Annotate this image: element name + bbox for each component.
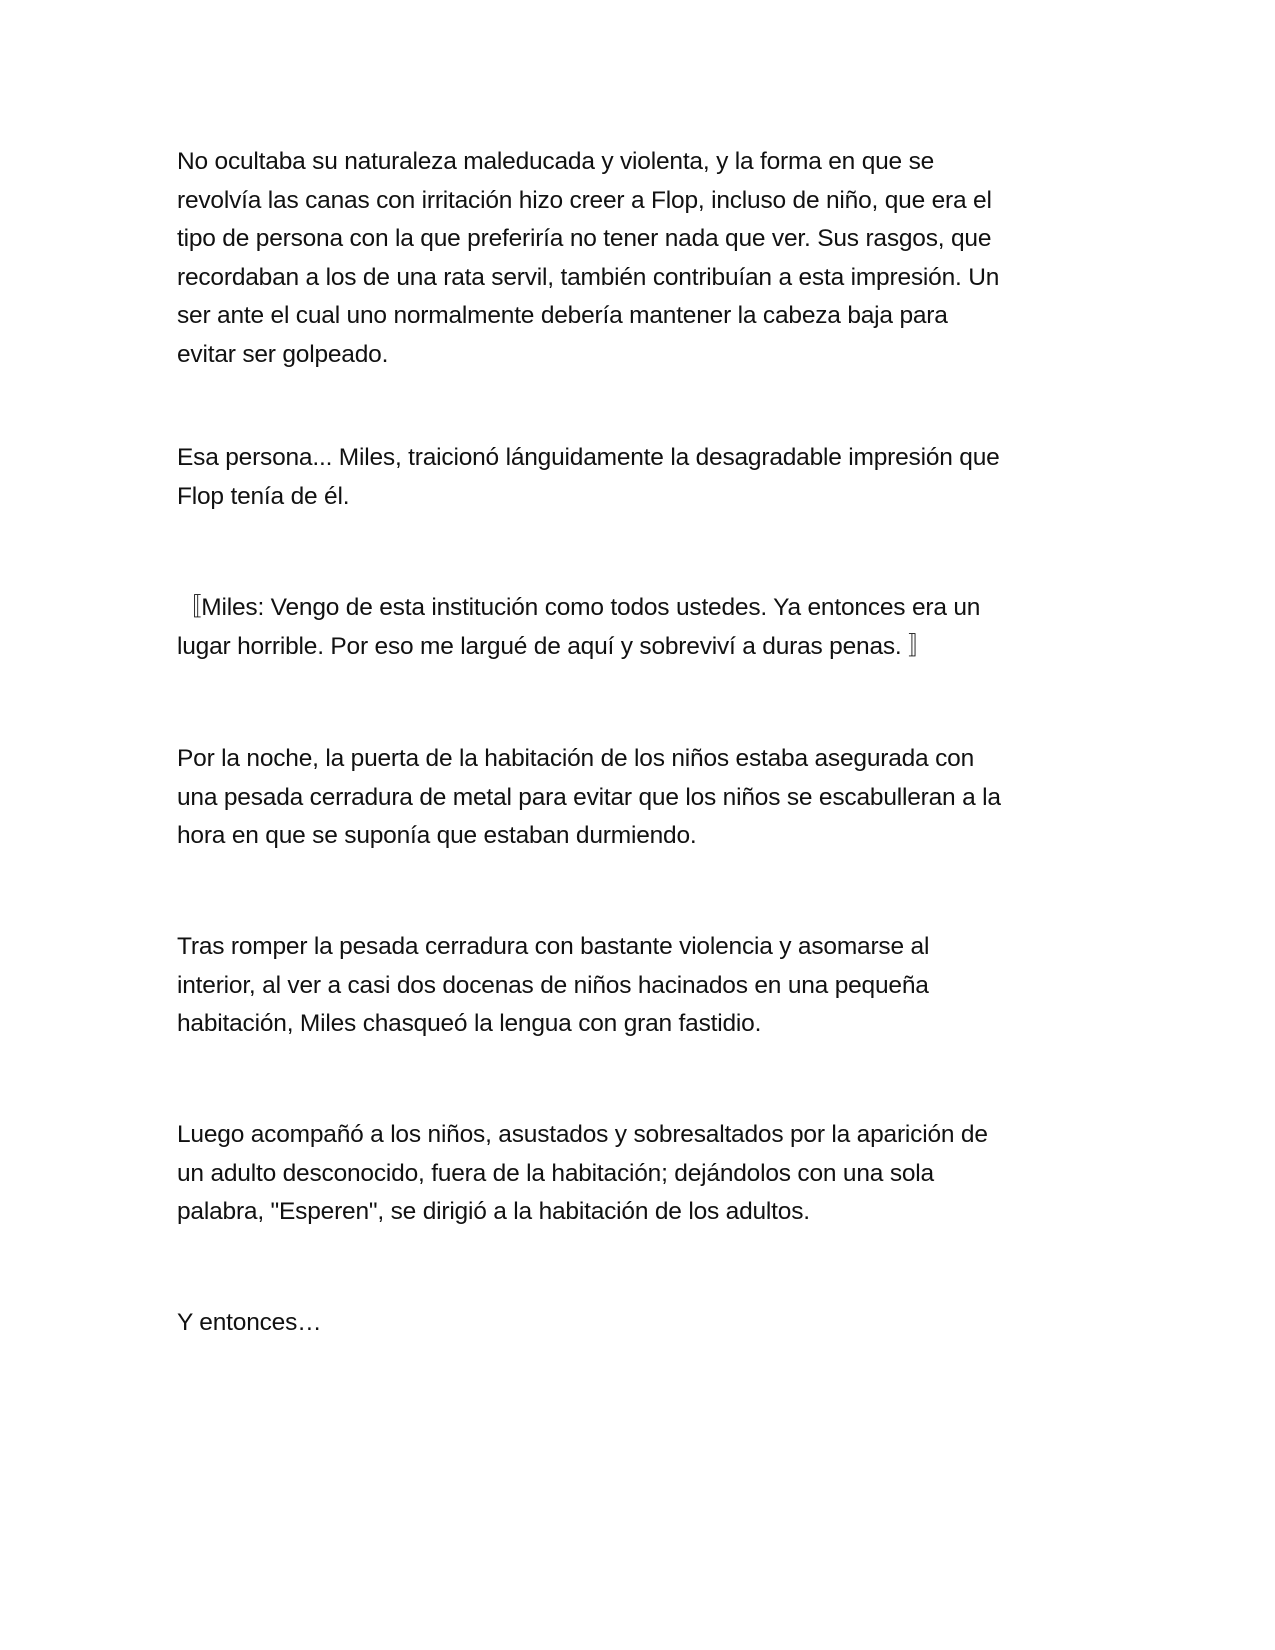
dialogue-line: lugar horrible. Por eso me largué de aquí y sobreviví a duras penas. 〛 [177,632,933,660]
paragraph-line: recordaban a los de una rata servil, también contribuían a esta impresión. Un [177,263,1000,291]
paragraph-7 [177,1304,1097,1343]
paragraph-line: interior, al ver a casi dos docenas de niños hacinados en una pequeña [177,971,929,999]
paragraph-line: ser ante el cual uno normalmente debería mantener la cabeza baja para [177,302,948,330]
paragraph-line: palabra, "Esperen", se dirigió a la habitación de los adultos. [177,1198,810,1226]
paragraph-line: hora en que se suponía que estaban durmiendo. [177,822,697,850]
paragraph-line: Flop tenía de él. [177,482,350,510]
paragraph-line: Luego acompañó a los niños, asustados y sobresaltados por la aparición de [177,1121,988,1148]
paragraph-1 [177,143,1097,375]
paragraph-line: evitar ser golpeado. [177,340,389,368]
dialogue-line: 〚Miles: Vengo de esta institución como todos ustedes. Ya entonces era un [177,594,981,621]
paragraph-line: Por la noche, la puerta de la habitación de los niños estaba asegurada con [177,745,974,772]
paragraph-line: No ocultaba su naturaleza maleducada y violenta, y la forma en que se [177,148,935,175]
paragraph-line: una pesada cerradura de metal para evitar que los niños se escabulleran a la [177,783,1001,811]
paragraph-line: Esa persona... Miles, traicionó lánguidamente la desagradable impresión que [177,444,1000,471]
paragraph-line: Y entonces… [177,1309,322,1336]
paragraph-line: tipo de persona con la que preferiría no tener nada que ver. Sus rasgos, que [177,225,992,253]
paragraph-4 [177,740,1097,856]
paragraph-2 [177,439,1097,516]
paragraph-line: revolvía las canas con irritación hizo creer a Flop, incluso de niño, que era el [177,186,992,214]
paragraph-line: Tras romper la pesada cerradura con bastante violencia y asomarse al [177,933,930,960]
paragraph-5 [177,928,1097,1044]
paragraph-6 [177,1116,1097,1232]
paragraph-3-dialogue [177,589,1097,666]
paragraph-line: un adulto desconocido, fuera de la habitación; dejándolos con una sola [177,1159,934,1187]
paragraph-line: habitación, Miles chasqueó la lengua con gran fastidio. [177,1010,762,1038]
